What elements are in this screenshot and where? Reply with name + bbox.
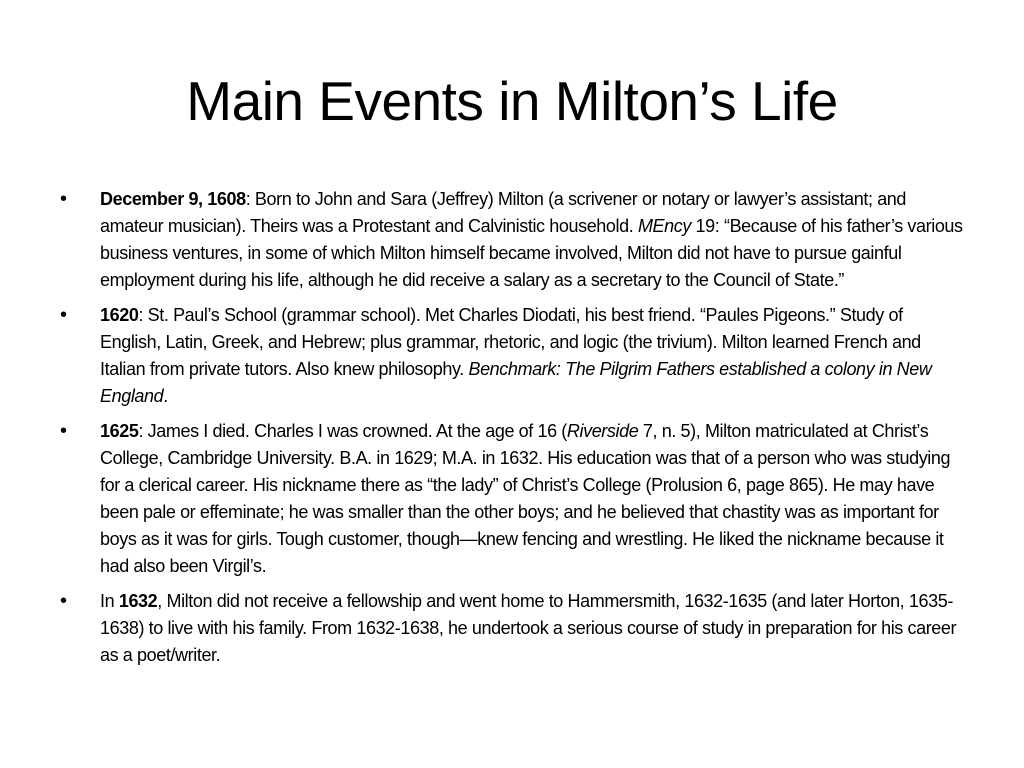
event-quote: 19: “Because of his father’s various business ventures, in some of which Milton himself became involved, Milton did not have to pursue gainful employment during his life, although he did receive a salary as a secretary to the Council of State.” [100, 216, 963, 290]
event-text: : James I died. Charles I was crowned. At the age of 16 ( [138, 421, 567, 441]
event-text: : St. Paul’s School (grammar school). Met Charles Diodati, his best friend. “Paules Pigeons.” Study of English, Latin, Greek, and Hebrew; plus grammar, rhetoric, and logic (the trivium). Milton learned French and Italian from private tutors. Also knew philosophy. [100, 305, 921, 379]
source-citation: Riverside [566, 421, 639, 441]
source-citation: MEncy [637, 216, 691, 236]
bullet-item-1608 [60, 186, 965, 294]
event-prefix: In [100, 591, 119, 611]
event-text-continued: 7, n. 5), Milton matriculated at Christ’s College, Cambridge University. B.A. in 1629; M.A. in 1632. His education was that of a person who was studying for a clerical career. His nickname there as “the lady” of Christ’s College (Prolusion 6, page 865). He may have been pale or effeminate; he was smaller than the other boys; and he believed that chastity was as important for boys as it was for girls. Tough customer, though—knew fencing and wrestling. He liked the nickname because it had also been Virgil’s. [100, 421, 951, 576]
event-end: . [163, 386, 168, 406]
slide-title: Main Events in Milton’s Life [186, 70, 838, 132]
event-date: 1620 [100, 305, 139, 325]
bullet-icon: • [60, 420, 67, 442]
bullet-item-1625 [60, 418, 965, 580]
event-date: 1632 [118, 591, 158, 611]
event-date: 1625 [100, 421, 139, 441]
bullet-item-1620 [60, 302, 965, 410]
bullet-icon: • [60, 590, 67, 612]
event-text: , Milton did not receive a fellowship and went home to Hammersmith, 1632-1635 (and later Horton, 1635-1638) to live with his family. From 1632-1638, he undertook a serious course of study in preparation for his career as a poet/writer. [100, 591, 957, 665]
event-text: : Born to John and Sara (Jeffrey) Milton (a scrivener or notary or lawyer’s assistant; and amateur musician). Theirs was a Protestant and Calvinistic household. [100, 189, 907, 236]
bullet-item-1632 [60, 588, 965, 669]
event-date: December 9, 1608 [100, 189, 246, 209]
benchmark-note: Benchmark: The Pilgrim Fathers established a colony in New England [100, 359, 932, 406]
bullet-icon: • [60, 304, 67, 326]
bullet-icon: • [60, 188, 67, 210]
bullet-list [60, 186, 965, 677]
